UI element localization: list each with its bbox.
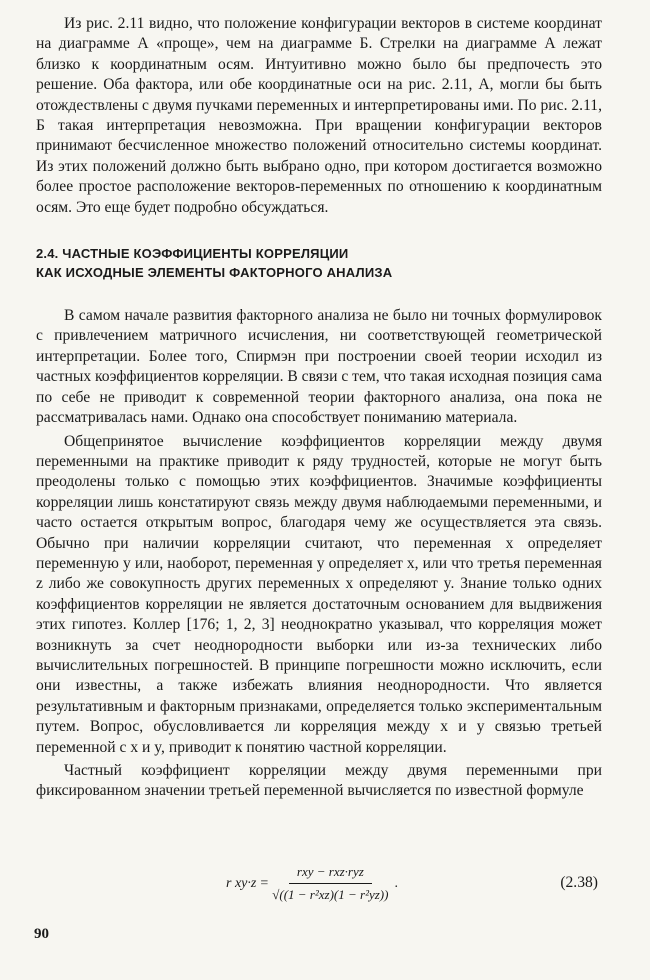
section-heading (36, 244, 602, 282)
formula-expression: r xy·z = $\frac{\text{rxy − rxz·ryz}}{\text{√((1 − r²xz)(1 − r²yz))}}$ . (226, 864, 398, 902)
formula-denominator: √((1 − r²xz)(1 − r²yz)) (272, 887, 389, 902)
formula-fraction (272, 864, 388, 903)
formula-number: (2.38) (560, 874, 598, 891)
formula-numerator: rxy − rxz·ryz (289, 864, 372, 884)
page-number: 90 (34, 926, 49, 942)
section-heading-line2: КАК ИСХОДНЫЕ ЭЛЕМЕНТЫ ФАКТОРНОГО АНАЛИЗА (36, 265, 393, 281)
page-content (36, 14, 602, 802)
formula-lhs: r xy·z (226, 875, 257, 891)
paragraph-3: Частный коэффициент корреляции между двумя переменными при фиксированном значении третьей переменной вычисляется по известной формуле (36, 762, 602, 800)
paragraph-1: В самом начале развития факторного анализа не было ни точных формулировок с привлечением матричного исчисления, ни соответствующей геометрической интерпретации. Более того, Спирмэн при построении своей теории исходил из частных коэффициентов корреляции. В связи с тем, что такая исходная позиция сама по себе не приводит к современной теории факторного анализа, она пока не рассматривалась нами. Однако она способствует пониманию материала. (36, 307, 602, 427)
paragraph-2: Общепринятое вычисление коэффициентов корреляции между двумя переменными на практике приводит к ряду трудностей, которые не могут быть преодолены только с помощью этих коэффициентов. Значимые коэффициенты корреляции лишь констатируют связь между двумя наблюдаемыми переменными, и часто остается открытым вопрос, благодаря чему же осуществляется эта связь. Обычно при наличии корреляции считают, что переменная x определяет переменную y или, наоборот, переменная y определяет x, или что третья переменная z либо же совокупность других переменных x определяют y. Знание только одних коэффициентов корреляции не является достаточным основанием для выдвижения этих гипотез. Коллер [176; 1, 2, 3] неоднократно указывал, что корреляция может возникнуть за счет неоднородности выборки или из-за технических либо вычислительных погрешностей. В принципе погрешности можно исключить, если они известны, а также избежать влияния неоднородности. Что является результативным и факторным признаками, определяется только экспериментальным путем. Вопрос, обусловливается ли корреляция между x и y связью третьей переменной с x и y, приводит к понятию частной корреляции. (36, 432, 602, 756)
paragraph-top: Из рис. 2.11 видно, что положение конфигурации векторов в системе координат на диаграмме А «проще», чем на диаграмме Б. Стрелки на диаграмме А лежат близко к координатным осям. Интуитивно можно было бы предпочесть это решение. Оба фактора, или обе координатные оси на рис. 2.11, А, могли бы быть отождествлены с двумя пучками переменных и интерпретированы ими. По рис. 2.11, Б такая интерпретация невозможна. При вращении конфигурации векторов принимают бесчисленное множество положений относительно системы координат. Из этих положений должно быть выбрано одно, при котором достигается возможно более простое расположение векторов-переменных по отношению к координатным осям. Это еще будет подробно обсуждаться. (36, 15, 602, 216)
formula-2-38 (36, 860, 602, 920)
section-heading-line1: 2.4. ЧАСТНЫЕ КОЭФФИЦИЕНТЫ КОРРЕЛЯЦИИ (36, 246, 349, 262)
